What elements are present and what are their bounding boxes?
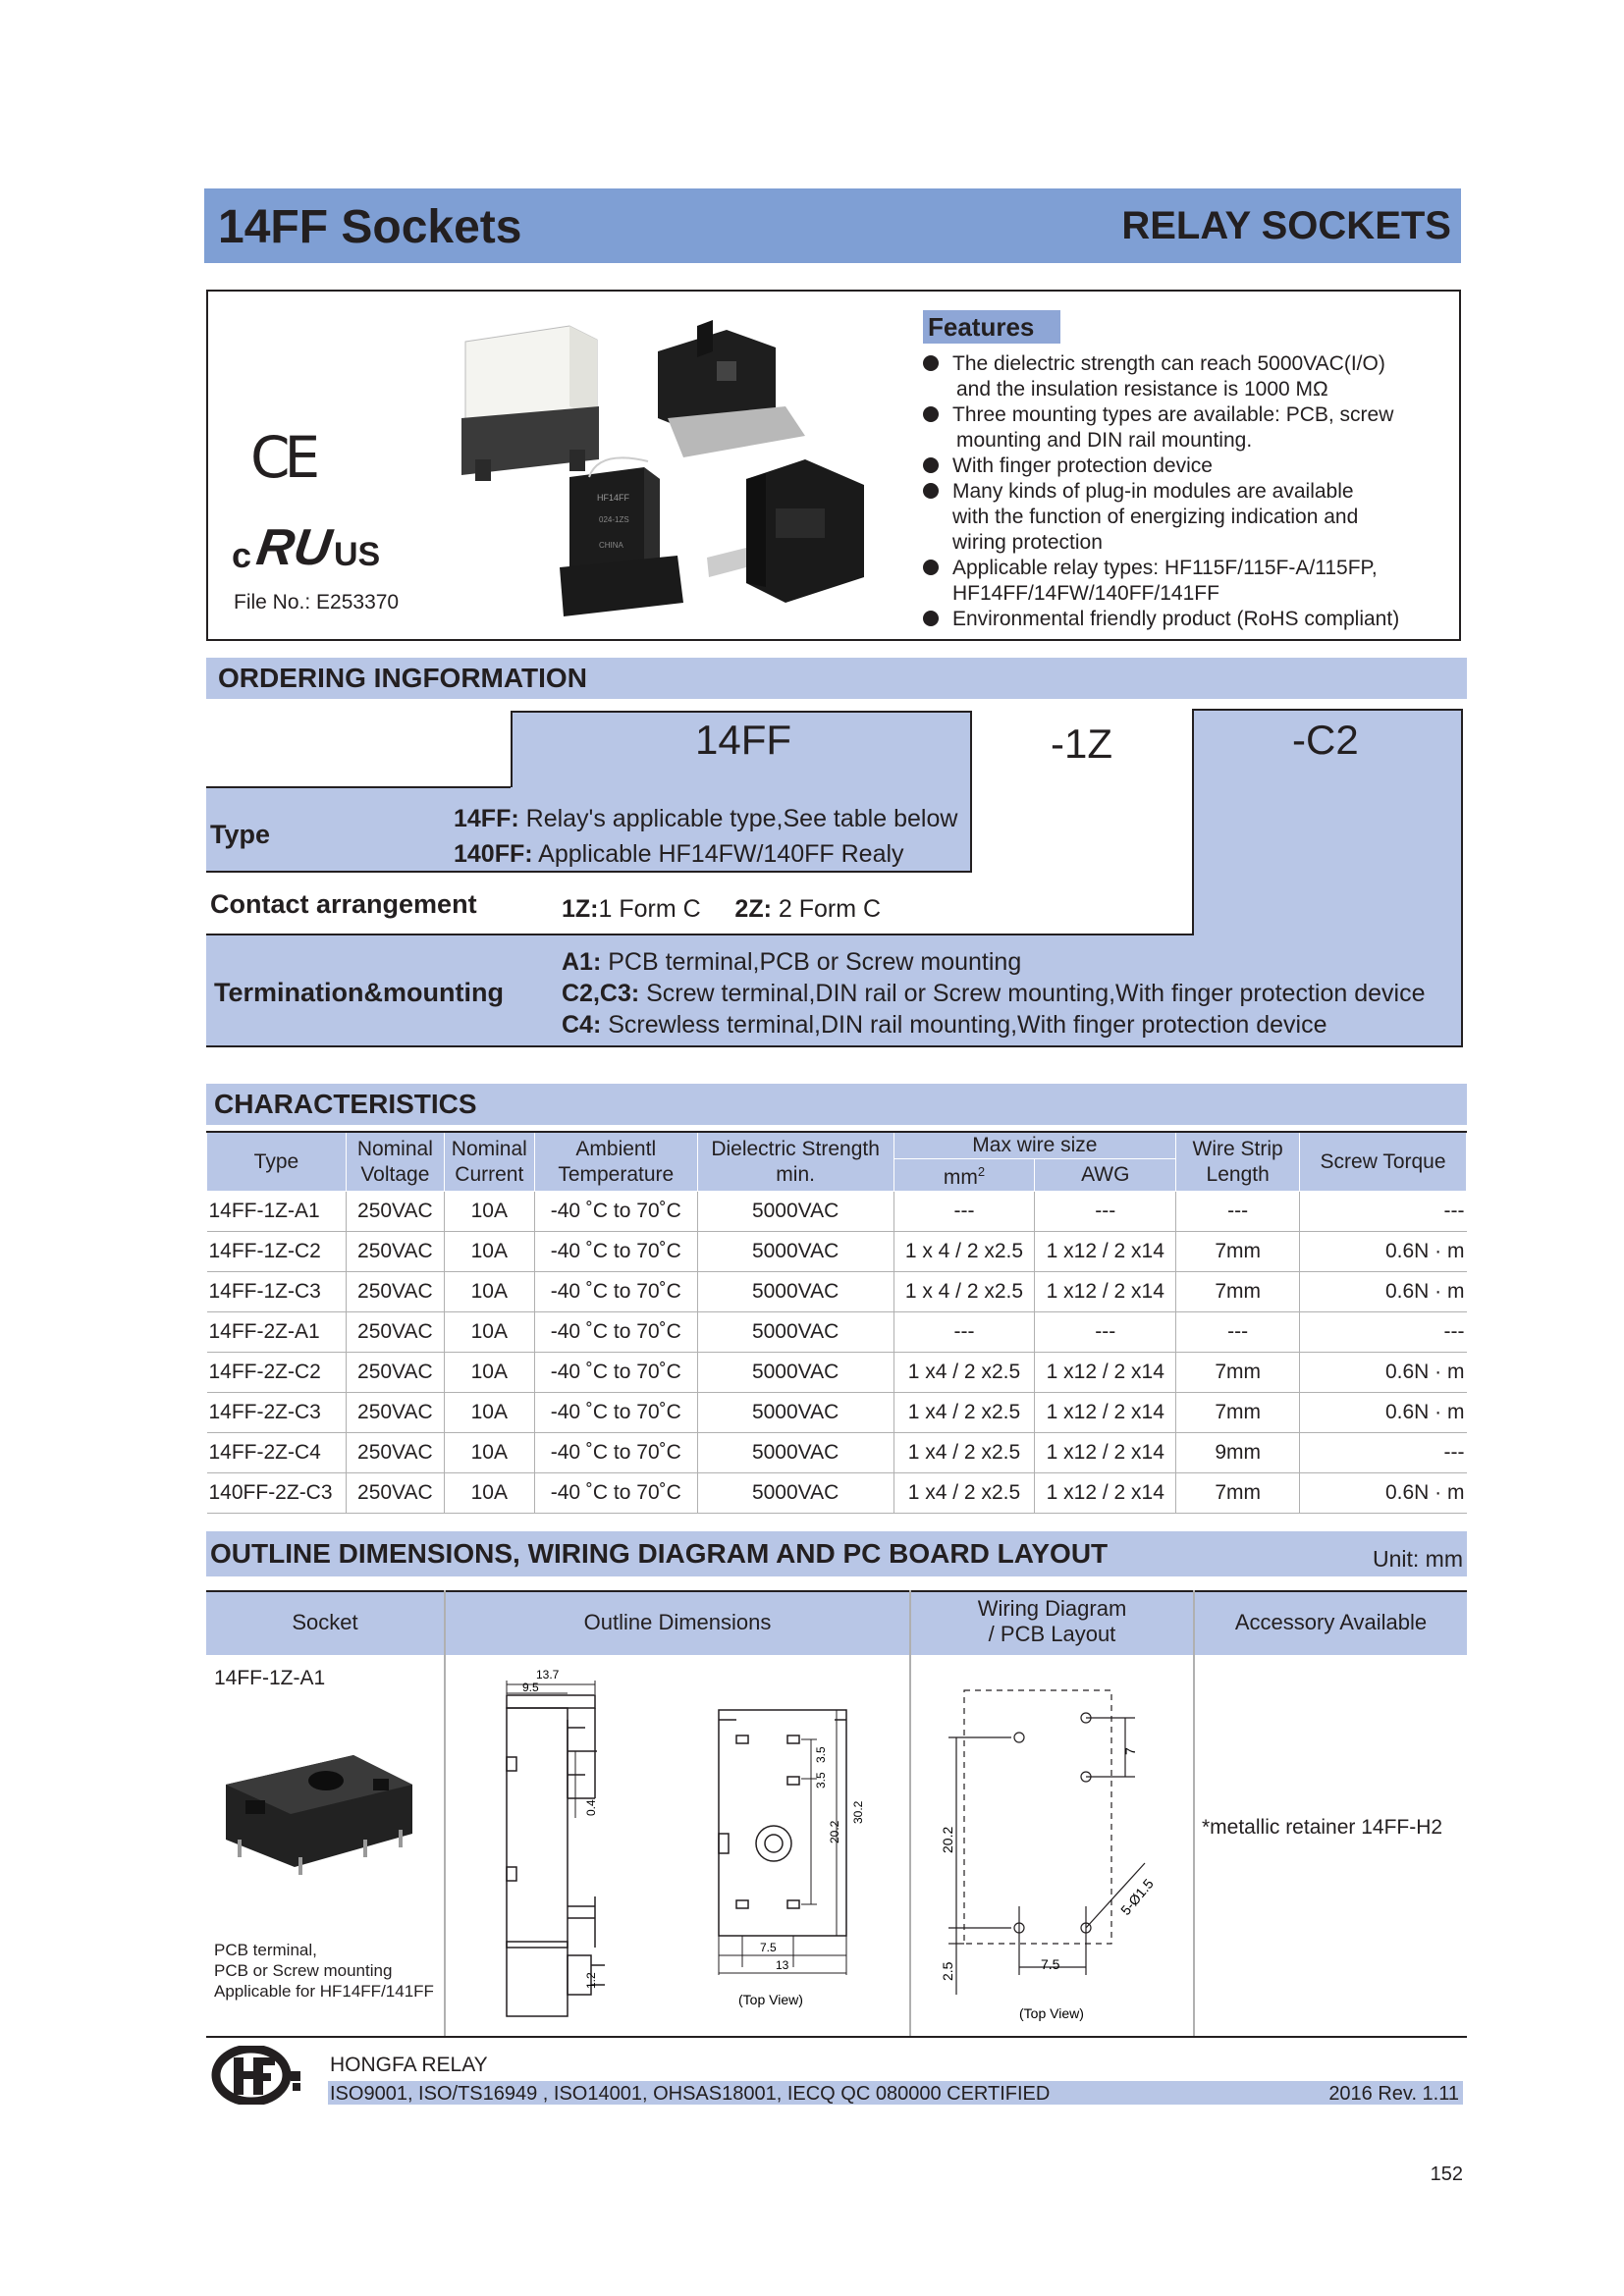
bullet-icon [923, 355, 939, 371]
page-title: 14FF Sockets [218, 201, 522, 253]
table-row [207, 1232, 1467, 1272]
contact-label: Contact arrangement [210, 889, 477, 919]
product-photos [452, 312, 913, 632]
header-mm2: $mm^2$ [893, 1159, 1035, 1192]
table-cell: 5000VAC [697, 1192, 893, 1232]
table-cell: 250VAC [346, 1312, 444, 1353]
termination-label: Termination&mounting [214, 978, 504, 1007]
svg-text:9.5: 9.5 [522, 1681, 539, 1694]
table-cell: 7mm [1176, 1393, 1300, 1433]
svg-text:(Top View): (Top View) [738, 1992, 803, 2007]
table-cell: 14FF-2Z-C4 [207, 1433, 347, 1473]
table-cell: -40 ˚C to 70˚C [534, 1393, 697, 1433]
table-cell: 14FF-2Z-C2 [207, 1353, 347, 1393]
termination-options: A1: PCB terminal,PCB or Screw mounting C2,C3: Screw terminal,DIN rail or Screw mounting,With finger protection device C4: Screwless terminal,DIN rail mounting,With finger protection device [562, 948, 1426, 1039]
table-cell: 5000VAC [697, 1473, 893, 1514]
header-voltage: Nominal Voltage [346, 1132, 444, 1192]
table-cell: 1 x12 / 2 x14 [1035, 1433, 1176, 1473]
table-cell: --- [1176, 1312, 1300, 1353]
header-type: Type [207, 1132, 347, 1192]
file-number: File No.: E253370 [234, 591, 400, 614]
table-cell: -40 ˚C to 70˚C [534, 1272, 697, 1312]
bullet-icon [923, 406, 939, 422]
table-cell: 10A [444, 1353, 534, 1393]
feature-item: The dielectric strength can reach 5000VAC(I/O) [923, 351, 1399, 377]
svg-text:1.2: 1.2 [584, 1972, 598, 1989]
table-cell: --- [893, 1312, 1035, 1353]
table-cell: 10A [444, 1473, 534, 1514]
table-cell: 7mm [1176, 1232, 1300, 1272]
table-cell: 0.6N · m [1300, 1353, 1467, 1393]
table-cell: 250VAC [346, 1473, 444, 1514]
table-cell: 5000VAC [697, 1433, 893, 1473]
code-contact: -1Z [1051, 721, 1112, 767]
features-list: The dielectric strength can reach 5000VAC(I/O) and the insulation resistance is 1000 MΩ Three mounting types are available: PCB, screw mounting and DIN rail mounting. With finger protection device Many kinds of plug-in modules are available with the function of energizing indication and wiring protection Applicable relay types: HF115F/115F-A/115FP, HF14FF/14FW/140FF/141FF Environmental friendly product (RoHS compliant) [923, 351, 1399, 632]
type-line-14ff: 14FF: Relay's applicable type,See table below [454, 805, 958, 832]
type-line-140ff: 140FF: Applicable HF14FW/140FF Realy [454, 840, 904, 868]
col-socket: Socket [292, 1610, 358, 1634]
table-row [207, 1393, 1467, 1433]
table-cell: 1 x4 / 2 x2.5 [893, 1393, 1035, 1433]
table-cell: 1 x12 / 2 x14 [1035, 1232, 1176, 1272]
table-cell: --- [1176, 1192, 1300, 1232]
svg-text:30.2: 30.2 [851, 1800, 865, 1824]
socket-image [216, 1745, 418, 1875]
svg-text:HF14FF: HF14FF [597, 493, 630, 503]
svg-text:CHINA: CHINA [599, 541, 623, 550]
table-row [207, 1353, 1467, 1393]
header-max-wire: Max wire size [893, 1132, 1176, 1159]
table-cell: -40 ˚C to 70˚C [534, 1433, 697, 1473]
table-cell: 10A [444, 1393, 534, 1433]
table-cell: 5000VAC [697, 1353, 893, 1393]
table-cell: 250VAC [346, 1433, 444, 1473]
feature-item: With finger protection device [923, 454, 1399, 479]
outline-dimensions-drawing [448, 1661, 907, 2034]
table-cell: 1 x4 / 2 x2.5 [893, 1473, 1035, 1514]
table-cell: 10A [444, 1192, 534, 1232]
table-cell: --- [1300, 1433, 1467, 1473]
characteristics-table [206, 1131, 1467, 1514]
table-cell: 7mm [1176, 1272, 1300, 1312]
table-cell: 250VAC [346, 1192, 444, 1232]
table-cell: 1 x 4 / 2 x2.5 [893, 1272, 1035, 1312]
table-cell: 0.6N · m [1300, 1232, 1467, 1272]
header-torque: Screw Torque [1300, 1132, 1467, 1192]
cert-text: ISO9001, ISO/TS16949 , ISO14001, OHSAS18001, IECQ QC 080000 CERTIFIED [330, 2083, 1051, 2105]
table-cell: -40 ˚C to 70˚C [534, 1353, 697, 1393]
company-name: HONGFA RELAY [330, 2054, 488, 2076]
table-cell: --- [893, 1192, 1035, 1232]
table-cell: 5000VAC [697, 1393, 893, 1433]
features-heading: Features [923, 310, 1060, 344]
svg-text:20.2: 20.2 [828, 1820, 841, 1843]
svg-text:3.5: 3.5 [814, 1772, 828, 1789]
table-cell: 7mm [1176, 1353, 1300, 1393]
ul-c: c [232, 535, 252, 575]
ul-us: US [334, 536, 381, 573]
accessory-text: *metallic retainer 14FF-H2 [1202, 1816, 1443, 1839]
svg-text:024-1ZS: 024-1ZS [599, 515, 629, 524]
table-cell: 10A [444, 1312, 534, 1353]
header-awg: AWG [1035, 1159, 1176, 1192]
table-cell: 14FF-2Z-C3 [207, 1393, 347, 1433]
socket-model: 14FF-1Z-A1 [214, 1667, 326, 1689]
table-cell: 10A [444, 1433, 534, 1473]
unit-label: Unit: mm [1373, 1546, 1463, 1572]
feature-item: Applicable relay types: HF115F/115F-A/115FP, [923, 556, 1399, 581]
page-number: 152 [1430, 2163, 1463, 2185]
table-cell: 250VAC [346, 1272, 444, 1312]
svg-text:7: 7 [1122, 1747, 1138, 1755]
ce-mark: CE [250, 424, 315, 491]
bullet-icon [923, 560, 939, 575]
code-type: 14FF [695, 717, 792, 763]
bullet-icon [923, 457, 939, 473]
header-temperature: Ambientl Temperature [534, 1132, 697, 1192]
table-cell: 5000VAC [697, 1312, 893, 1353]
table-row [207, 1272, 1467, 1312]
table-cell: 9mm [1176, 1433, 1300, 1473]
outline-heading: OUTLINE DIMENSIONS, WIRING DIAGRAM AND PC BOARD LAYOUT [206, 1531, 1467, 1576]
header-strip: Wire Strip Length [1176, 1132, 1300, 1192]
table-cell: 0.6N · m [1300, 1272, 1467, 1312]
svg-text:0.4: 0.4 [584, 1799, 598, 1816]
table-cell: 14FF-1Z-C3 [207, 1272, 347, 1312]
table-cell: 10A [444, 1272, 534, 1312]
contact-options: 1Z:1 Form C 2Z: 2 Form C [562, 895, 882, 923]
table-row [207, 1312, 1467, 1353]
table-cell: 1 x12 / 2 x14 [1035, 1353, 1176, 1393]
svg-text:7.5: 7.5 [1041, 1956, 1060, 1972]
feature-item: Three mounting types are available: PCB, screw [923, 402, 1399, 428]
table-cell: -40 ˚C to 70˚C [534, 1473, 697, 1514]
table-cell: 1 x4 / 2 x2.5 [893, 1433, 1035, 1473]
white-relay-image [461, 326, 599, 481]
table-cell: 0.6N · m [1300, 1393, 1467, 1433]
table-cell: --- [1035, 1312, 1176, 1353]
table-cell: 250VAC [346, 1393, 444, 1433]
din-socket-image [658, 320, 805, 457]
table-row [207, 1192, 1467, 1232]
table-cell: 14FF-1Z-A1 [207, 1192, 347, 1232]
svg-text:3.5: 3.5 [814, 1746, 828, 1763]
table-cell: 5000VAC [697, 1232, 893, 1272]
table-cell: 1 x12 / 2 x14 [1035, 1393, 1176, 1433]
table-cell: --- [1300, 1192, 1467, 1232]
header-current: Nominal Current [444, 1132, 534, 1192]
type-label: Type [210, 820, 271, 849]
header-dielectric: Dielectric Strength min. [697, 1132, 893, 1192]
table-cell: --- [1300, 1312, 1467, 1353]
category-title: RELAY SOCKETS [1121, 204, 1451, 247]
svg-text:(Top View): (Top View) [1019, 2005, 1084, 2021]
col-wiring: Wiring Diagram / PCB Layout [977, 1596, 1127, 1646]
table-cell: 1 x12 / 2 x14 [1035, 1272, 1176, 1312]
table-cell: -40 ˚C to 70˚C [534, 1312, 697, 1353]
table-cell: 1 x 4 / 2 x2.5 [893, 1232, 1035, 1272]
svg-text:7.5: 7.5 [760, 1941, 777, 1954]
table-cell: 10A [444, 1232, 534, 1272]
socket-description: PCB terminal, PCB or Screw mounting Applicable for HF14FF/141FF [214, 1941, 434, 2001]
bullet-icon [923, 483, 939, 499]
table-cell: 14FF-1Z-C2 [207, 1232, 347, 1272]
code-termination: -C2 [1292, 717, 1359, 763]
module-socket-image [707, 459, 864, 603]
table-cell: -40 ˚C to 70˚C [534, 1232, 697, 1272]
table-cell: 7mm [1176, 1473, 1300, 1514]
table-cell: 140FF-2Z-C3 [207, 1473, 347, 1514]
table-row [207, 1433, 1467, 1473]
table-cell: -40 ˚C to 70˚C [534, 1192, 697, 1232]
revision: 2016 Rev. 1.11 [1328, 2083, 1459, 2105]
table-cell: 14FF-2Z-A1 [207, 1312, 347, 1353]
wiring-diagram-drawing [913, 1661, 1190, 2034]
table-cell: 1 x4 / 2 x2.5 [893, 1353, 1035, 1393]
table-row [207, 1473, 1467, 1514]
hongfa-logo [208, 2046, 314, 2105]
svg-text:13: 13 [776, 1958, 789, 1972]
ul-mark: RU [252, 519, 336, 576]
ordering-heading: ORDERING INGFORMATION [206, 658, 1467, 699]
table-cell: 250VAC [346, 1353, 444, 1393]
col-accessory: Accessory Available [1234, 1610, 1428, 1634]
table-cell: 1 x12 / 2 x14 [1035, 1473, 1176, 1514]
svg-text:13.7: 13.7 [536, 1668, 560, 1682]
table-cell: 5000VAC [697, 1272, 893, 1312]
black-relay-image [560, 457, 683, 616]
svg-text:20.2: 20.2 [940, 1826, 955, 1853]
characteristics-heading: CHARACTERISTICS [206, 1084, 1467, 1125]
table-cell: --- [1035, 1192, 1176, 1232]
feature-item: Environmental friendly product (RoHS compliant) [923, 607, 1399, 632]
col-outline: Outline Dimensions [583, 1610, 772, 1634]
feature-item: Many kinds of plug-in modules are available [923, 479, 1399, 505]
svg-text:5-Ø1.5: 5-Ø1.5 [1117, 1875, 1157, 1918]
svg-text:2.5: 2.5 [940, 1961, 955, 1981]
table-cell: 250VAC [346, 1232, 444, 1272]
table-cell: 0.6N · m [1300, 1473, 1467, 1514]
bullet-icon [923, 611, 939, 626]
